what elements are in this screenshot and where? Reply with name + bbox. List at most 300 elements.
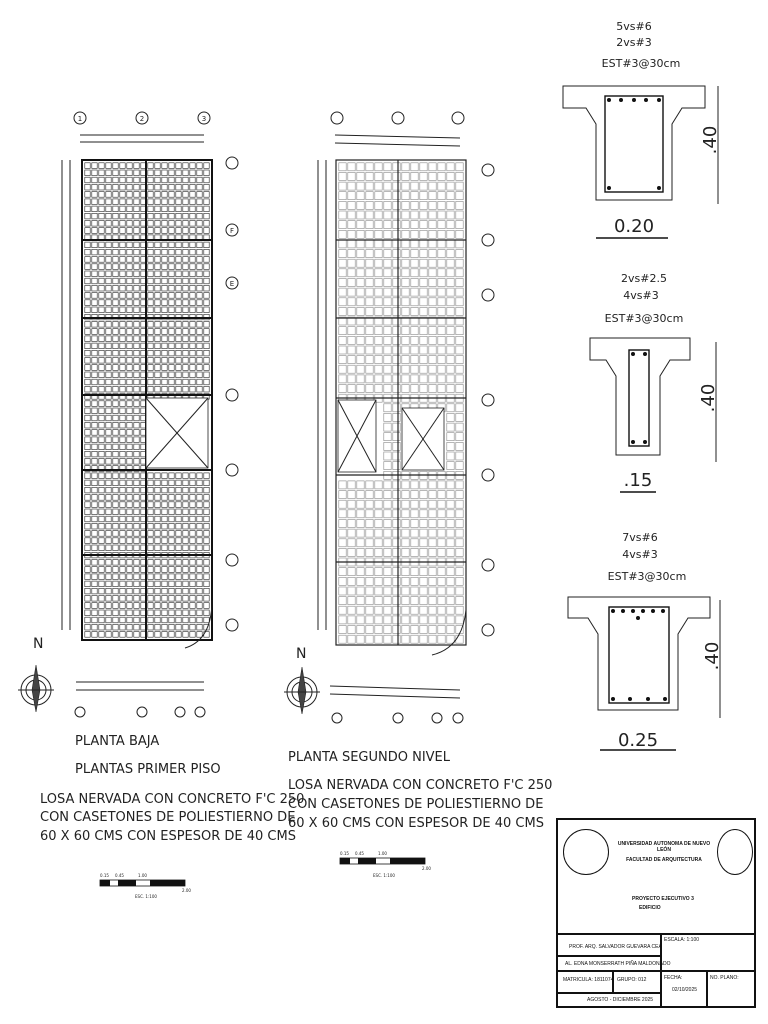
coffer-cell: [420, 548, 427, 556]
coffer-cell: [204, 617, 209, 623]
coffer-cell: [106, 459, 111, 465]
coffer-cell: [113, 408, 118, 414]
coffer-cell: [85, 257, 90, 263]
coffer-cell: [429, 500, 436, 508]
coffer-cell: [106, 329, 111, 335]
coffer-cell: [155, 588, 160, 594]
coffer-cell: [155, 257, 160, 263]
coffer-cell: [148, 264, 153, 270]
coffer-cell: [411, 250, 418, 258]
coffer-cell: [176, 199, 181, 205]
coffer-cell: [357, 163, 364, 171]
coffer-cell: [366, 365, 373, 373]
coffer-cell: [204, 560, 209, 566]
coffer-cell: [456, 385, 463, 393]
coffer-cell: [155, 249, 160, 255]
coffer-cell: [204, 487, 209, 493]
coffer-cell: [420, 491, 427, 499]
coffer-cell: [366, 510, 373, 518]
coffer-cell: [204, 343, 209, 349]
coffer-cell: [106, 163, 111, 169]
coffer-cell: [106, 480, 111, 486]
coffer-cell: [99, 502, 104, 508]
coffer-cell: [348, 279, 355, 287]
coffer-cell: [155, 264, 160, 270]
coffer-cell: [169, 336, 174, 342]
coffer-cell: [120, 343, 125, 349]
coffer-cell: [85, 495, 90, 501]
coffer-cell: [456, 365, 463, 373]
coffer-cell: [375, 346, 382, 354]
coffer-cell: [92, 509, 97, 515]
coffer-cell: [456, 481, 463, 489]
svg-text:ESC. 1:100: ESC. 1:100: [373, 873, 395, 878]
coffer-cell: [190, 285, 195, 291]
coffer-cell: [402, 520, 409, 528]
coffer-cell: [148, 213, 153, 219]
coffer-cell: [162, 343, 167, 349]
coffer-cell: [148, 624, 153, 630]
date-label: FECHA:: [664, 975, 683, 981]
coffer-cell: [148, 350, 153, 356]
coffer-cell: [162, 285, 167, 291]
coffer-cell: [169, 221, 174, 227]
coffer-cell: [155, 350, 160, 356]
coffer-cell: [197, 365, 202, 371]
coffer-cell: [197, 372, 202, 378]
coffer-cell: [176, 343, 181, 349]
coffer-cell: [375, 500, 382, 508]
coffer-cell: [348, 626, 355, 634]
coffer-cell: [99, 257, 104, 263]
coffer-cell: [120, 249, 125, 255]
coffer-cell: [106, 293, 111, 299]
coffer-cell: [176, 495, 181, 501]
coffer-cell: [384, 172, 391, 180]
coffer-cell: [176, 285, 181, 291]
coffer-cell: [148, 495, 153, 501]
coffer-cell: [393, 201, 400, 209]
coffer-cell: [197, 610, 202, 616]
coffer-cell: [438, 221, 445, 229]
coffer-cell: [357, 481, 364, 489]
coffer-cell: [348, 307, 355, 315]
coffer-cell: [127, 473, 132, 479]
coffer-cell: [348, 336, 355, 344]
coffer-cell: [99, 480, 104, 486]
coffer-cell: [197, 596, 202, 602]
coffer-cell: [348, 163, 355, 171]
coffer-cell: [99, 307, 104, 313]
coffer-cell: [99, 624, 104, 630]
coffer-cell: [162, 264, 167, 270]
coffer-cell: [384, 491, 391, 499]
coffer-cell: [169, 588, 174, 594]
coffer-cell: [375, 250, 382, 258]
coffer-cell: [92, 386, 97, 392]
coffer-cell: [190, 249, 195, 255]
coffer-cell: [99, 430, 104, 436]
coffer-cell: [411, 616, 418, 624]
coffer-cell: [384, 201, 391, 209]
coffer-cell: [148, 358, 153, 364]
coffer-cell: [411, 298, 418, 306]
coffer-cell: [190, 502, 195, 508]
coffer-cell: [85, 170, 90, 176]
coffer-cell: [162, 487, 167, 493]
coffer-cell: [155, 617, 160, 623]
coffer-cell: [183, 358, 188, 364]
coffer-cell: [204, 278, 209, 284]
coffer-cell: [148, 300, 153, 306]
coffer-cell: [92, 459, 97, 465]
coffer-cell: [127, 401, 132, 407]
coffer-cell: [348, 269, 355, 277]
coffer-cell: [99, 293, 104, 299]
coffer-cell: [169, 596, 174, 602]
coffer-cell: [447, 240, 454, 248]
coffer-cell: [339, 356, 346, 364]
coffer-cell: [169, 632, 174, 638]
coffer-cell: [183, 509, 188, 515]
coffer-cell: [148, 560, 153, 566]
faculty-seal-icon: [717, 829, 753, 875]
coffer-cell: [134, 206, 139, 212]
coffer-cell: [92, 199, 97, 205]
coffer-cell: [134, 170, 139, 176]
coffer-cell: [204, 588, 209, 594]
coffer-cell: [197, 285, 202, 291]
coffer-cell: [348, 201, 355, 209]
coffer-cell: [99, 242, 104, 248]
coffer-cell: [127, 538, 132, 544]
coffer-cell: [190, 487, 195, 493]
coffer-cell: [366, 230, 373, 238]
coffer-cell: [85, 574, 90, 580]
coffer-cell: [127, 415, 132, 421]
svg-text:2.00: 2.00: [422, 866, 431, 871]
coffer-cell: [366, 529, 373, 537]
coffer-cell: [176, 307, 181, 313]
coffer-cell: [183, 386, 188, 392]
coffer-cell: [92, 502, 97, 508]
coffer-cell: [438, 259, 445, 267]
coffer-cell: [85, 430, 90, 436]
coffer-cell: [456, 327, 463, 335]
coffer-cell: [429, 327, 436, 335]
coffer-cell: [85, 300, 90, 306]
coffer-cell: [92, 257, 97, 263]
coffer-cell: [197, 221, 202, 227]
coffer-cell: [148, 192, 153, 198]
coffer-cell: [134, 249, 139, 255]
coffer-cell: [393, 250, 400, 258]
coffer-cell: [85, 343, 90, 349]
coffer-cell: [113, 401, 118, 407]
coffer-cell: [429, 587, 436, 595]
coffer-cell: [169, 249, 174, 255]
coffer-cell: [339, 548, 346, 556]
coffer-cell: [384, 327, 391, 335]
coffer-cell: [402, 327, 409, 335]
coffer-cell: [183, 221, 188, 227]
coffer-cell: [134, 184, 139, 190]
coffer-cell: [99, 509, 104, 515]
coffer-cell: [447, 413, 454, 421]
coffer-cell: [169, 293, 174, 299]
coffer-cell: [420, 568, 427, 576]
coffer-cell: [393, 375, 400, 383]
coffer-cell: [113, 480, 118, 486]
coffer-cell: [197, 163, 202, 169]
coffer-cell: [106, 610, 111, 616]
coffer-cell: [197, 242, 202, 248]
coffer-cell: [420, 520, 427, 528]
coffer-cell: [447, 548, 454, 556]
coffer-cell: [420, 307, 427, 315]
coffer-cell: [438, 327, 445, 335]
coffer-cell: [106, 379, 111, 385]
coffer-cell: [197, 386, 202, 392]
svg-text:N: N: [296, 646, 307, 662]
coffer-cell: [438, 587, 445, 595]
coffer-cell: [176, 610, 181, 616]
coffer-cell: [456, 539, 463, 547]
coffer-cell: [339, 240, 346, 248]
coffer-cell: [447, 423, 454, 431]
coffer-cell: [197, 502, 202, 508]
coffer-cell: [85, 206, 90, 212]
svg-text:.40: .40: [700, 125, 721, 155]
coffer-cell: [85, 184, 90, 190]
coffer-cell: [106, 495, 111, 501]
north-arrow-icon: [18, 636, 54, 712]
coffer-cell: [85, 624, 90, 630]
coffer-cell: [447, 385, 454, 393]
coffer-cell: [429, 163, 436, 171]
coffer-cell: [169, 365, 174, 371]
coffer-cell: [92, 516, 97, 522]
plan2-note-3: 60 X 60 CMS CON ESPESOR DE 40 CMS: [288, 816, 544, 831]
coffer-cell: [134, 588, 139, 594]
coffer-cell: [106, 523, 111, 529]
coffer-cell: [183, 177, 188, 183]
coffer-cell: [148, 372, 153, 378]
coffer-cell: [357, 520, 364, 528]
coffer-cell: [155, 624, 160, 630]
coffer-cell: [120, 221, 125, 227]
coffer-cell: [348, 182, 355, 190]
coffer-cell: [357, 211, 364, 219]
coffer-cell: [190, 386, 195, 392]
coffer-cell: [456, 336, 463, 344]
coffer-cell: [162, 379, 167, 385]
coffer-cell: [106, 177, 111, 183]
coffer-cell: [127, 430, 132, 436]
coffer-cell: [366, 481, 373, 489]
coffer-cell: [176, 567, 181, 573]
coffer-cell: [162, 350, 167, 356]
coffer-cell: [197, 495, 202, 501]
coffer-cell: [85, 451, 90, 457]
coffer-cell: [348, 385, 355, 393]
svg-text:7vs#6: 7vs#6: [622, 531, 658, 544]
coffer-cell: [393, 423, 400, 431]
coffer-cell: [85, 588, 90, 594]
coffer-cell: [456, 462, 463, 470]
coffer-cell: [127, 502, 132, 508]
coffer-cell: [402, 587, 409, 595]
coffer-cell: [92, 567, 97, 573]
coffer-cell: [106, 264, 111, 270]
svg-text:EST#3@30cm: EST#3@30cm: [601, 57, 681, 70]
coffer-cell: [190, 624, 195, 630]
coffer-cell: [366, 626, 373, 634]
coffer-cell: [85, 192, 90, 198]
coffer-cell: [357, 597, 364, 605]
coffer-cell: [190, 322, 195, 328]
coffer-cell: [190, 588, 195, 594]
coffer-cell: [120, 350, 125, 356]
coffer-cell: [155, 523, 160, 529]
coffer-cell: [348, 356, 355, 364]
coffer-cell: [148, 257, 153, 263]
coffer-cell: [162, 617, 167, 623]
coffer-cell: [106, 184, 111, 190]
coffer-cell: [393, 230, 400, 238]
coffer-cell: [85, 249, 90, 255]
coffer-cell: [176, 213, 181, 219]
coffer-cell: [155, 365, 160, 371]
coffer-cell: [155, 509, 160, 515]
coffer-cell: [190, 329, 195, 335]
coffer-cell: [420, 336, 427, 344]
coffer-cell: [85, 509, 90, 515]
coffer-cell: [348, 548, 355, 556]
coffer-cell: [384, 413, 391, 421]
coffer-cell: [393, 327, 400, 335]
coffer-cell: [197, 624, 202, 630]
coffer-cell: [375, 481, 382, 489]
coffer-cell: [134, 192, 139, 198]
student-name: AL. EDNA MONSERRATH PIÑA MALDONADO: [565, 961, 671, 967]
coffer-cell: [447, 163, 454, 171]
coffer-cell: [393, 269, 400, 277]
coffer-cell: [134, 228, 139, 234]
coffer-cell: [176, 379, 181, 385]
coffer-cell: [113, 285, 118, 291]
coffer-cell: [411, 510, 418, 518]
coffer-cell: [393, 307, 400, 315]
coffer-cell: [348, 616, 355, 624]
coffer-cell: [162, 610, 167, 616]
coffer-cell: [99, 163, 104, 169]
coffer-cell: [438, 491, 445, 499]
coffer-cell: [402, 336, 409, 344]
coffer-cell: [176, 581, 181, 587]
coffer-cell: [429, 356, 436, 364]
coffer-cell: [134, 221, 139, 227]
svg-text:1.00: 1.00: [378, 851, 387, 856]
coffer-cell: [190, 184, 195, 190]
coffer-cell: [99, 538, 104, 544]
coffer-cell: [366, 500, 373, 508]
axis-bubbles-right: [226, 157, 238, 631]
coffer-cell: [127, 632, 132, 638]
coffer-cell: [99, 545, 104, 551]
coffer-cell: [134, 430, 139, 436]
coffer-cell: [438, 288, 445, 296]
coffer-cell: [402, 259, 409, 267]
coffer-cell: [402, 539, 409, 547]
coffer-cell: [85, 610, 90, 616]
coffer-cell: [190, 170, 195, 176]
coffer-cell: [155, 487, 160, 493]
coffer-cell: [447, 491, 454, 499]
coffer-cell: [183, 365, 188, 371]
coffer-cell: [85, 264, 90, 270]
coffer-cell: [106, 487, 111, 493]
coffer-cell: [339, 510, 346, 518]
coffer-cell: [162, 336, 167, 342]
scale-bar-1: [100, 873, 191, 899]
coffer-cell: [375, 548, 382, 556]
coffer-cell: [162, 170, 167, 176]
coffer-cell: [85, 177, 90, 183]
coffer-cell: [393, 616, 400, 624]
coffer-cell: [375, 221, 382, 229]
coffer-cell: [162, 596, 167, 602]
coffer-cell: [148, 610, 153, 616]
coffer-cell: [92, 177, 97, 183]
coffer-cell: [99, 264, 104, 270]
coffer-cell: [429, 250, 436, 258]
coffer-cell: [113, 358, 118, 364]
coffer-cell: [357, 288, 364, 296]
coffer-cell: [348, 481, 355, 489]
coffer-cell: [127, 545, 132, 551]
coffer-cell: [183, 228, 188, 234]
coffer-cell: [127, 206, 132, 212]
coffer-cell: [176, 271, 181, 277]
coffer-cell: [113, 560, 118, 566]
coffer-cell: [120, 271, 125, 277]
coffer-cell: [366, 163, 373, 171]
coffer-cell: [447, 510, 454, 518]
coffer-cell: [411, 279, 418, 287]
coffer-cell: [106, 192, 111, 198]
svg-text:1: 1: [77, 115, 83, 123]
coffer-cell: [148, 242, 153, 248]
coffer-cell: [134, 480, 139, 486]
coffer-cell: [197, 300, 202, 306]
university-seal-icon: [563, 829, 609, 875]
coffer-cell: [190, 177, 195, 183]
coffer-cell: [429, 548, 436, 556]
coffer-cell: [204, 495, 209, 501]
coffer-cell: [162, 603, 167, 609]
coffer-cell: [92, 358, 97, 364]
coffer-cell: [447, 404, 454, 412]
coffer-cell: [204, 322, 209, 328]
coffer-cell: [169, 574, 174, 580]
coffer-cell: [155, 358, 160, 364]
coffer-cell: [393, 606, 400, 614]
coffer-cell: [148, 307, 153, 313]
coffer-cell: [99, 358, 104, 364]
coffer-cell: [456, 211, 463, 219]
coffer-cell: [402, 298, 409, 306]
